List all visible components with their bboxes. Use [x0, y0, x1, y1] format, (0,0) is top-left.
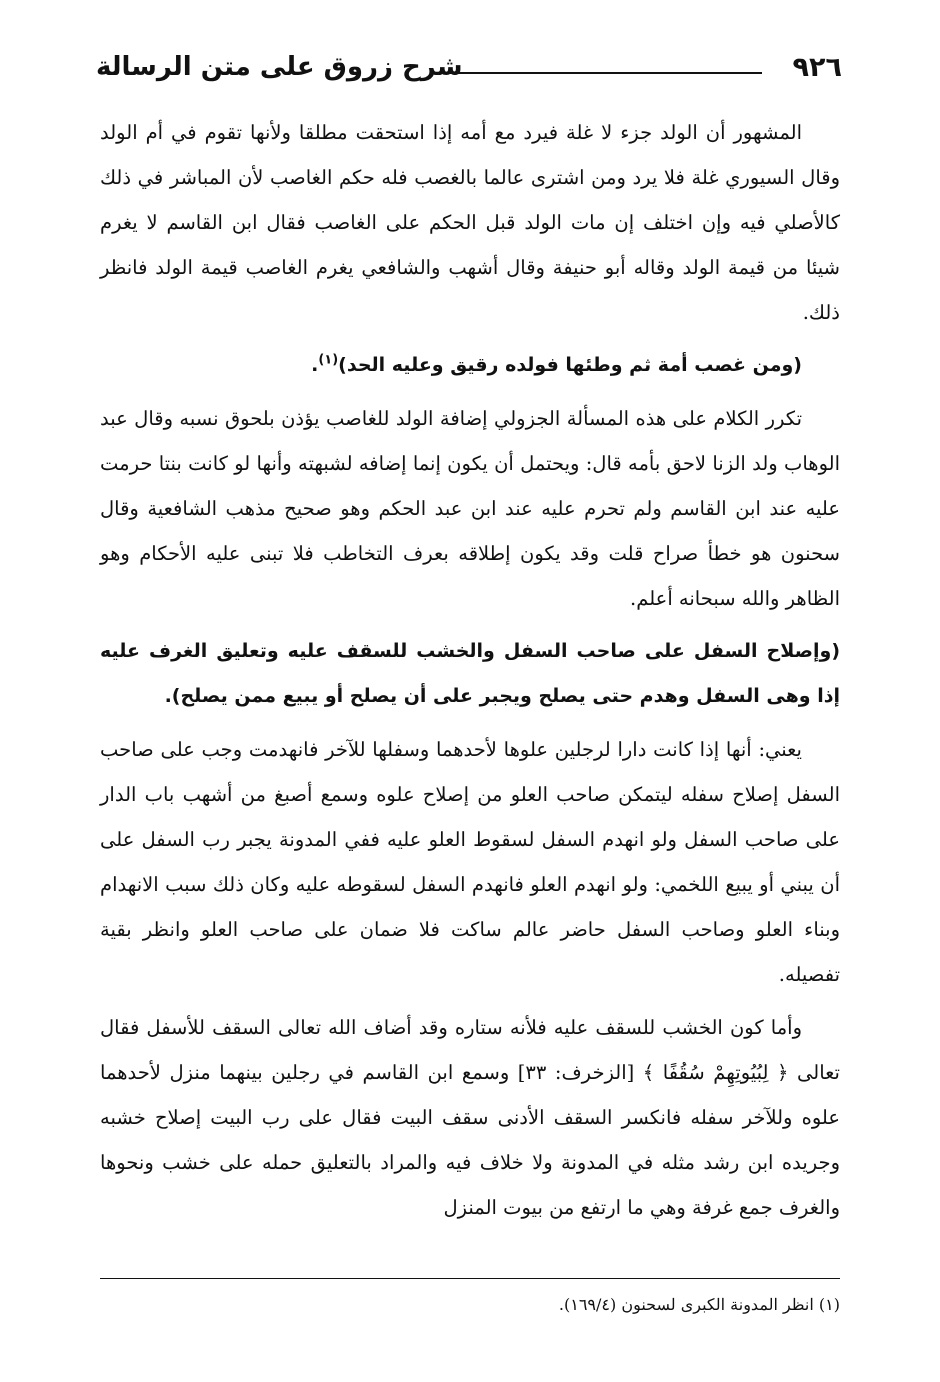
footnote-ref-1: (١): [318, 352, 339, 368]
book-title: شرح زروق على متن الرسالة: [96, 52, 463, 82]
paragraph-4: وأما كون الخشب للسقف عليه فلأنه ستاره وقد أضاف الله تعالى السقف للأسفل فقال تعالى ﴿ لِبُيُوتِهِمْ سُقُفًا ﴾ [الزخرف: ٣٣] وسمع ابن القاسم في رجلين بينهما منزل لأحدهما علوه وللآخر سفله فانكسر السقف الأدنى سقف البيت فقال على رب البيت إصلاح خشبه وجريده ابن رشد مثله في المدونة ولا خلاف فيه والمراد بالتعليق حمله على خشب ونحوها والغرف جمع غرفة وهي ما ارتفع من بيوت المنزل: [100, 1016, 840, 1219]
paragraph-3: يعني: أنها إذا كانت دارا لرجلين علوها لأحدهما وسفلها للآخر فانهدمت وجب على صاحب السفل إصلاح سفله ليتمكن صاحب العلو من إصلاح علوه وسمع أصبغ من أشهب باب الدار على صاحب السفل ولو انهدم السفل لسقوط العلو عليه ففي المدونة يجبر رب السفل على أن يبني أو يبيع اللخمي: ولو انهدم العلو فانهدم السفل لسقوطه عليه وكان ذلك سبب الانهدام وبناء العلو وصاحب السفل حاضر عالم ساكت فلا ضمان على صاحب العلو وانظر بقية تفصيله.: [100, 738, 840, 986]
paragraph-2: تكرر الكلام على هذه المسألة الجزولي إضافة الولد للغاصب يؤذن بلحوق نسبه وقال عبد الوهاب ولد الزنا لاحق بأمه قال: ويحتمل أن يكون إنما إضافه لشبهته وأنها لو كانت بنتا حرمت عليه عند ابن القاسم ولم تحرم عليه عند ابن عبد الحكم وهو صحيح مذهب الشافعية وقال سحنون هو خطأ صراح قلت وقد يكون إطلاقه بعرف التخاطب فلا تبنى عليه الأحكام وهو الظاهر والله سبحانه أعلم.: [100, 407, 840, 610]
matn-quote-1-text: (ومن غصب أمة ثم وطئها فولده رقيق وعليه الحد): [338, 354, 802, 376]
main-text: [100, 110, 840, 1238]
page-header: [96, 52, 842, 92]
footnote: (١) انظر المدونة الكبرى لسحنون (١٦٩/٤).: [558, 1295, 840, 1314]
paragraph-1: المشهور أن الولد جزء لا غلة فيرد مع أمه إذا استحقت مطلقا ولأنها تقوم في أم الولد وقال السيوري غلة فلا يرد ومن اشترى عالما بالغصب فله حكم الغاصب لأن المباشر في ذلك كالأصلي فيه وإن اختلف إن مات الولد قبل الحكم على الغاصب فقال ابن القاسم لا يغرم شيئا من قيمة الولد وقاله أبو حنيفة وقال أشهب والشافعي يغرم الغاصب قيمة الولد فانظر ذلك.: [100, 121, 841, 324]
header-rule: [441, 72, 762, 74]
matn-quote-2: (وإصلاح السفل على صاحب السفل والخشب للسقف عليه وتعليق الغرف عليه إذا وهى السفل وهدم حتى يصلح ويجبر على أن يصلح أو يبيع ممن يصلح).: [100, 640, 840, 707]
footnote-rule: [100, 1278, 840, 1279]
matn-quote-1: [100, 343, 840, 388]
matn-quote-1-end: .: [311, 354, 319, 376]
page-number: ٩٢٦: [792, 52, 842, 83]
